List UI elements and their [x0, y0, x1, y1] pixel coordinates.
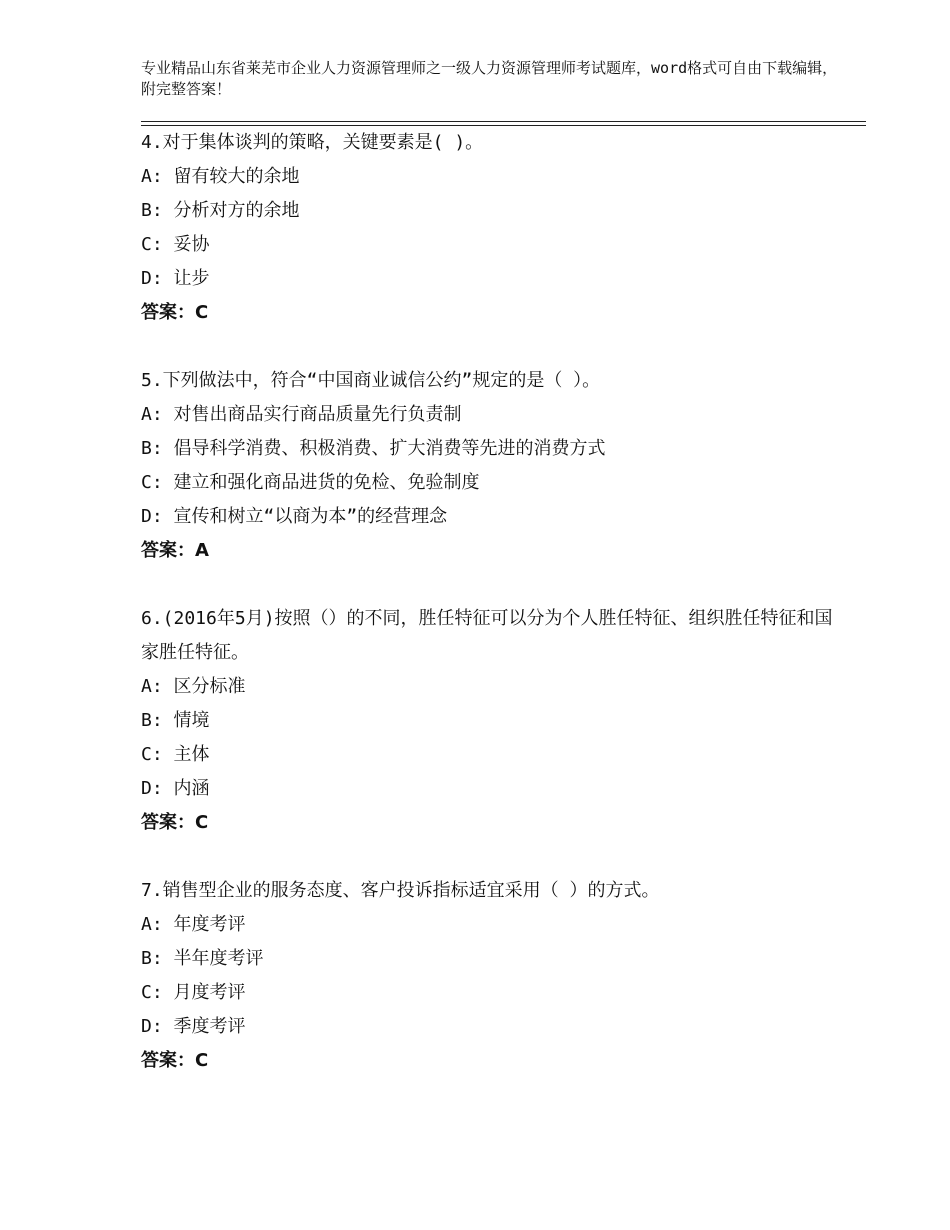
answer-label: 答案：A	[141, 540, 209, 561]
answer-label: 答案：C	[141, 302, 209, 323]
option-b: B: 情境	[141, 710, 210, 731]
option-c: C: 妥协	[141, 234, 210, 255]
option-c: C: 建立和强化商品进货的免检、免验制度	[141, 472, 480, 493]
question-7	[141, 874, 841, 1078]
option-b: B: 半年度考评	[141, 948, 264, 969]
answer-label: 答案：C	[141, 1050, 209, 1071]
question-spacer	[141, 568, 841, 602]
option-b: B: 倡导科学消费、积极消费、扩大消费等先进的消费方式	[141, 438, 606, 459]
option-c: C: 主体	[141, 744, 210, 765]
option-d: D: 季度考评	[141, 1016, 246, 1037]
question-stem: 6.(2016年5月)按照（）的不同，胜任特征可以分为个人胜任特征、组织胜任特征和国家胜任特征。	[141, 608, 833, 663]
option-a: A: 区分标准	[141, 676, 246, 697]
question-6	[141, 602, 841, 840]
question-4	[141, 126, 841, 330]
option-d: D: 让步	[141, 268, 210, 289]
option-a: A: 对售出商品实行商品质量先行负责制	[141, 404, 462, 425]
question-list	[141, 126, 841, 1078]
question-stem: 5.下列做法中，符合“中国商业诚信公约”规定的是（ ）。	[141, 370, 601, 391]
question-stem: 7.销售型企业的服务态度、客户投诉指标适宜采用（ ）的方式。	[141, 880, 660, 901]
question-5	[141, 364, 841, 568]
question-spacer	[141, 330, 841, 364]
option-a: A: 年度考评	[141, 914, 246, 935]
document-header: 专业精品山东省莱芜市企业人力资源管理师之一级人力资源管理师考试题库，word格式可自由下载编辑，附完整答案！	[141, 59, 838, 98]
option-b: B: 分析对方的余地	[141, 200, 300, 221]
option-d: D: 内涵	[141, 778, 210, 799]
option-c: C: 月度考评	[141, 982, 246, 1003]
option-a: A: 留有较大的余地	[141, 166, 300, 187]
question-stem: 4.对于集体谈判的策略，关键要素是( )。	[141, 132, 484, 153]
option-d: D: 宣传和树立“以商为本”的经营理念	[141, 506, 448, 527]
answer-label: 答案：C	[141, 812, 209, 833]
header-divider-top	[141, 121, 866, 122]
question-spacer	[141, 840, 841, 874]
